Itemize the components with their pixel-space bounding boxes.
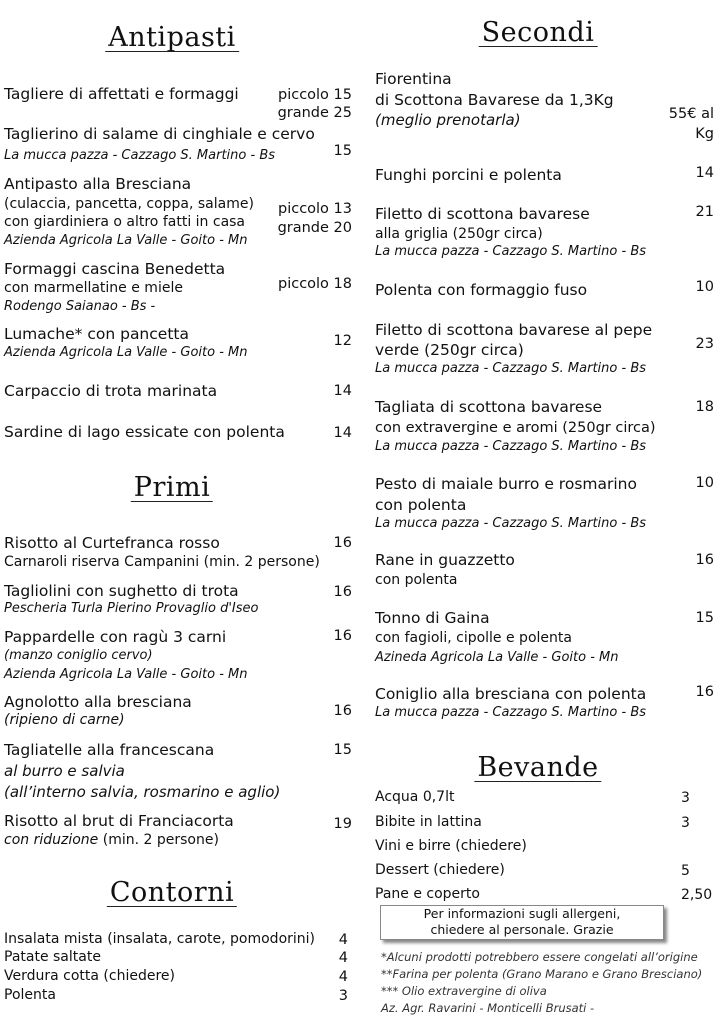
allergen-notice-line: chiedere al personale. Grazie <box>430 922 614 937</box>
dish-description: con polenta <box>375 572 458 588</box>
dish-price: 16 <box>695 684 714 700</box>
dish-name: Sardine di lago essicate con polenta <box>4 423 285 441</box>
dish-price: 10 <box>695 475 714 491</box>
dish-origin: La mucca pazza - Cazzago S. Martino - Bs <box>375 361 647 376</box>
dish-price: 55€ al <box>668 106 714 122</box>
dish-description: al burro e salvia <box>4 762 125 780</box>
footnote: **Farina per polenta (Grano Marano e Grano Bresciano) <box>381 967 703 981</box>
dish-price: Kg <box>695 126 714 142</box>
dish-price: 23 <box>695 336 714 352</box>
section-title-bevande: Bevande <box>477 752 599 783</box>
drink-name: Acqua 0,7lt <box>375 789 455 805</box>
dish-name: Tagliolini con sughetto di trota <box>4 582 239 600</box>
drink-price: 2,50 <box>681 887 713 903</box>
dish-name: Lumache* con pancetta <box>4 325 189 343</box>
dish-price: 4 <box>338 950 348 966</box>
footnote: *** Olio extravergine di oliva <box>381 984 547 998</box>
dish-name: Patate saltate <box>4 949 101 965</box>
dish-price: grande 20 <box>277 220 352 236</box>
section-title-secondi: Secondi <box>481 17 595 48</box>
dish-price: piccolo 15 <box>277 87 352 103</box>
dish-name: Risotto al brut di Franciacorta <box>4 812 234 830</box>
footnote: Az. Agr. Ravarini - Monticelli Brusati - <box>381 1001 595 1015</box>
dish-description: con marmellatine e miele <box>4 280 183 296</box>
dish-price: 15 <box>333 742 352 758</box>
dish-description: (meglio prenotarla) <box>375 111 521 129</box>
dish-name: Polenta con formaggio fuso <box>375 281 588 299</box>
dish-description <box>4 831 219 849</box>
dish-origin: La mucca pazza - Cazzago S. Martino - Bs <box>375 516 647 531</box>
dish-name: Rane in guazzetto <box>375 551 515 569</box>
dish-name: Polenta <box>4 987 56 1003</box>
dish-name: Carpaccio di trota marinata <box>4 382 218 400</box>
dish-name: Antipasto alla Bresciana <box>4 175 192 193</box>
dish-description: con extravergine e aromi (250gr circa) <box>375 420 656 436</box>
dish-price: 15 <box>695 610 714 626</box>
dish-name: Verdura cotta (chiedere) <box>4 968 175 984</box>
dish-description: alla griglia (250gr circa) <box>375 226 543 242</box>
dish-price: 21 <box>695 204 714 220</box>
dish-origin: La mucca pazza - Cazzago S. Martino - Bs <box>4 148 276 163</box>
section-title-contorni: Contorni <box>109 877 235 908</box>
drink-price: 5 <box>681 863 690 879</box>
section-title-primi: Primi <box>133 472 211 503</box>
dish-price: 4 <box>338 969 348 985</box>
dish-origin: La mucca pazza - Cazzago S. Martino - Bs <box>375 705 647 720</box>
dish-price: 3 <box>338 988 348 1004</box>
drink-price: 3 <box>681 815 690 831</box>
allergen-notice-line: Per informazioni sugli allergeni, <box>423 906 621 921</box>
dish-description: (all’interno salvia, rosmarino e aglio) <box>4 783 281 801</box>
dish-name: Funghi porcini e polenta <box>375 166 562 184</box>
dish-description: (ripieno di carne) <box>4 712 125 728</box>
dish-price: 14 <box>695 165 714 181</box>
section-title-antipasti: Antipasti <box>108 22 236 53</box>
drink-name: Vini e birre (chiedere) <box>375 838 527 854</box>
dish-name: Formaggi cascina Benedetta <box>4 260 226 278</box>
dish-description-italic: con riduzione <box>4 832 99 848</box>
dish-name: Risotto al Curtefranca rosso <box>4 534 220 552</box>
drink-name: Bibite in lattina <box>375 814 482 830</box>
dish-origin: Azienda Agricola La Valle - Goito - Mn <box>4 667 248 682</box>
dish-origin: Rodengo Saianao - Bs - <box>4 299 156 314</box>
dish-origin: La mucca pazza - Cazzago S. Martino - Bs <box>375 439 647 454</box>
footnote: *Alcuni prodotti potrebbero essere congelati all’origine <box>381 950 698 964</box>
dish-description: Carnaroli riserva Campanini (min. 2 persone) <box>4 554 320 570</box>
dish-price: 12 <box>333 333 352 349</box>
dish-description: con polenta <box>375 496 467 514</box>
dish-description: con giardiniera o altro fatti in casa <box>4 214 246 230</box>
dish-name: Coniglio alla bresciana con polenta <box>375 685 647 703</box>
dish-price: 16 <box>695 552 714 568</box>
drink-name: Dessert (chiedere) <box>375 862 505 878</box>
dish-description: (culaccia, pancetta, coppa, salame) <box>4 196 254 212</box>
dish-name: Insalata mista (insalata, carote, pomodorini) <box>4 931 316 947</box>
dish-price: 16 <box>333 535 352 551</box>
dish-price: 16 <box>333 628 352 644</box>
dish-price: 19 <box>333 816 352 832</box>
dish-name: Pesto di maiale burro e rosmarino <box>375 475 637 493</box>
dish-price: piccolo 18 <box>277 276 352 292</box>
allergen-notice <box>380 905 664 940</box>
dish-price: 10 <box>695 279 714 295</box>
dish-name: Filetto di scottona bavarese <box>375 205 590 223</box>
dish-price: 16 <box>333 584 352 600</box>
dish-name: Tagliere di affettati e formaggi <box>4 85 239 103</box>
dish-origin: La mucca pazza - Cazzago S. Martino - Bs <box>375 244 647 259</box>
dish-price: 16 <box>333 703 352 719</box>
dish-name: Tagliatelle alla francescana <box>4 741 215 759</box>
dish-origin: Pescheria Turla Pierino Provaglio d'Iseo <box>4 601 259 616</box>
dish-price: 14 <box>333 425 352 441</box>
drink-name: Pane e coperto <box>375 886 480 902</box>
dish-name: Pappardelle con ragù 3 carni <box>4 628 227 646</box>
dish-description: con fagioli, cipolle e polenta <box>375 630 572 646</box>
dish-name: Filetto di scottona bavarese al pepe <box>375 321 653 339</box>
dish-description: verde (250gr circa) <box>375 341 524 359</box>
dish-price: 4 <box>338 932 348 948</box>
dish-description-extra: (min. 2 persone) <box>102 832 219 848</box>
dish-name: Tagliata di scottona bavarese <box>375 398 603 416</box>
dish-name: Fiorentina <box>375 70 452 88</box>
dish-price: piccolo 13 <box>277 201 352 217</box>
dish-origin: Azienda Agricola La Valle - Goito - Mn <box>4 233 248 248</box>
dish-price: 14 <box>333 383 352 399</box>
dish-price: grande 25 <box>277 105 352 121</box>
dish-price: 18 <box>695 399 714 415</box>
dish-name: Tonno di Gaina <box>375 609 490 627</box>
dish-price: 15 <box>333 143 352 159</box>
dish-origin: Azineda Agricola La Valle - Goito - Mn <box>375 650 619 665</box>
dish-description: (manzo coniglio cervo) <box>4 648 153 663</box>
dish-description: di Scottona Bavarese da 1,3Kg <box>375 91 614 109</box>
dish-name: Taglierino di salame di cinghiale e cervo <box>4 125 315 143</box>
drink-price: 3 <box>681 790 690 806</box>
dish-name: Agnolotto alla bresciana <box>4 693 192 711</box>
dish-origin: Azienda Agricola La Valle - Goito - Mn <box>4 345 248 360</box>
